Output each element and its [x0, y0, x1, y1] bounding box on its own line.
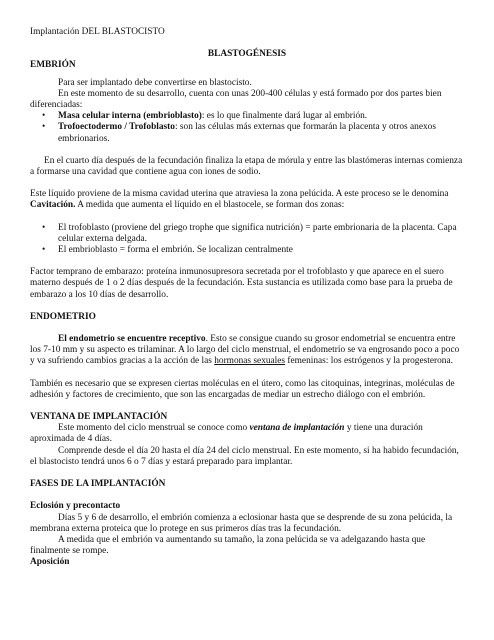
paragraph: A medida que el embrión va aumentando su tamaño, la zona pelúcida se va adelgazando hasta que finalmente se rompe. — [30, 534, 426, 557]
list-item — [30, 122, 464, 144]
paragraph-text: Este momento del ciclo menstrual se conoce como — [58, 423, 250, 434]
paragraph — [30, 423, 464, 445]
bullet-icon: • — [42, 222, 46, 233]
list-item-text: El trofoblasto (proviene del griego trophe que significa nutrición) = parte embrionaria de la placenta. Capa celular externa delgada. — [58, 222, 457, 244]
heading-ventana: VENTANA DE IMPLANTACIÓN — [30, 412, 168, 423]
list-item-text: El embrioblasto = forma el embrión. Se localizan centralmente — [58, 245, 293, 256]
heading-embrion: EMBRIÓN — [30, 60, 76, 71]
bold-term: Trofoectodermo / Trofoblasto — [58, 122, 175, 133]
hormonas-sexuales-link[interactable]: hormonas sexuales — [214, 356, 286, 367]
paragraph: En el cuarto día después de la fecundación finaliza la etapa de mórula y entre las blastómeras internas comienza a formarse una cavidad que contiene agua con iones de sodio. — [30, 155, 463, 178]
list-item — [30, 223, 464, 245]
paragraph: Comprende desde el día 20 hasta el día 24 del ciclo menstrual. En este momento, si ha habido fecundación, el blastocisto tendrá unos 6 o 7 días y estará preparado para implantar. — [30, 445, 459, 467]
list-item — [30, 245, 464, 256]
heading-endometrio: ENDOMETRIO — [30, 311, 96, 322]
subheading-aposicion: Aposición — [30, 557, 70, 568]
bullet-list — [30, 111, 464, 145]
emphasis-term: ventana de implantación — [249, 423, 345, 434]
paragraph-text: A medida que aumenta el líquido en el blastocele, se forman dos zonas: — [75, 200, 345, 211]
bullet-icon: • — [42, 111, 46, 122]
list-item-text: : es lo que finalmente dará lugar al embrión. — [201, 111, 368, 122]
bullet-list — [30, 223, 464, 257]
document-title: BLASTOGÉNESIS — [207, 49, 287, 60]
paragraph — [30, 334, 464, 368]
paragraph — [30, 189, 464, 211]
paragraph: Factor temprano de embarazo: proteína inmunosupresora secretada por el trofoblasto y que aparece en el suero materno después de 1 o 2 días después de la fecundación. Esta sustancia es utilizada como base para la prueba de embarazo a los 10 días de desarrollo. — [30, 267, 453, 300]
subheading-eclosion: Eclosión y precontacto — [30, 501, 121, 512]
page-header: Implantación DEL BLASTOCISTO — [30, 27, 165, 37]
list-item — [30, 111, 464, 122]
bullet-icon: • — [42, 122, 46, 133]
paragraph: Para ser implantado debe convertirse en blastocisto. — [58, 77, 252, 88]
bold-term: Cavitación. — [30, 200, 76, 211]
paragraph-text: Este líquido proviene de la misma cavidad uterina que atraviesa la zona pelúcida. A este proceso se le denomina — [30, 189, 449, 200]
paragraph: En este momento de su desarrollo, cuenta con unas 200-400 células y está formado por dos partes bien diferenciadas: — [30, 88, 442, 111]
list-item-text: : son las células más externas que formarán la placenta y otros anexos embrionarios. — [58, 122, 436, 144]
paragraph-text: femeninas: los estrógenos y la progesterona. — [285, 356, 453, 367]
bullet-icon: • — [42, 245, 46, 256]
paragraph: También es necesario que se expresen ciertas moléculas en el útero, como las citoquinas, integrinas, moléculas de adhesión y factores de crecimiento, que son las encargadas de mediar un estrecho diálogo con el embrión. — [30, 378, 455, 400]
paragraph-text: . Esto se consigue cuando su grosor endometrial se encuentra entre los 7-10 mm y su aspecto es trilaminar. A lo largo del ciclo menstrual, el endometrio se va engrosando poco a poco y va sufriendo cambios gracias a la acción de las — [30, 334, 460, 367]
bold-term: Masa celular interna (embrioblasto) — [58, 111, 202, 122]
heading-fases: FASES DE LA IMPLANTACIÓN — [30, 479, 166, 490]
paragraph-text: y tiene una duración aproximada de 4 días. — [30, 423, 423, 445]
paragraph: Días 5 y 6 de desarrollo, el embrión comienza a eclosionar hasta que se desprende de su zona pelúcida, la membrana externa proteica que lo protege en sus primeros días tras la fecundación. — [30, 512, 453, 534]
bold-term: El endometrio se encuentre receptivo — [58, 334, 206, 345]
